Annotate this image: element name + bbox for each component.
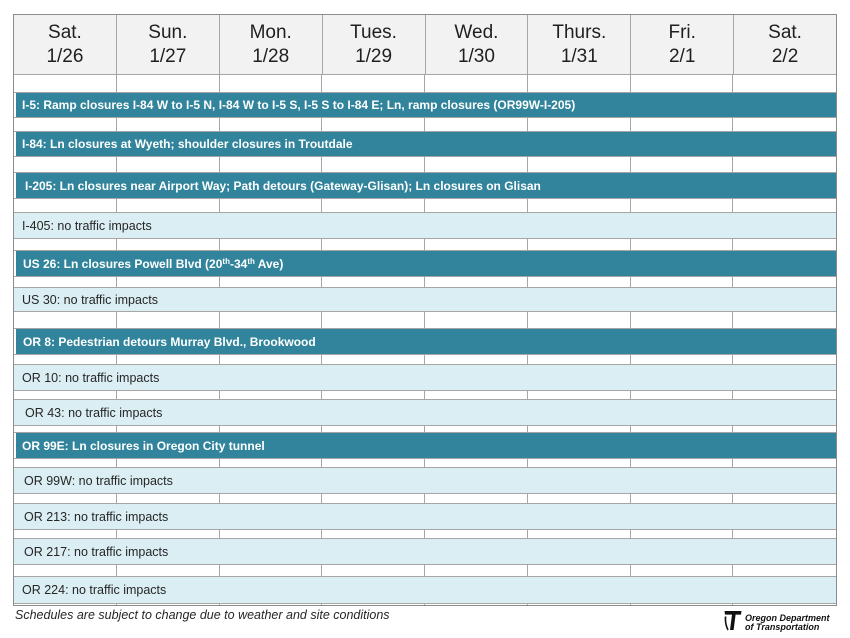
highway-label: OR 8: Pedestrian detours Murray Blvd., Brookwood bbox=[23, 334, 316, 349]
highway-row-or-99w bbox=[14, 468, 836, 494]
day-header-row bbox=[14, 15, 836, 75]
highway-row-us-30 bbox=[14, 288, 836, 312]
impact-bar-or-99e bbox=[16, 433, 836, 458]
header-date: 1/29 bbox=[355, 45, 393, 67]
spacer-row bbox=[14, 199, 836, 213]
highway-label: I-405: no traffic impacts bbox=[22, 218, 152, 233]
label-part: Ave) bbox=[254, 256, 284, 271]
spacer-row bbox=[14, 75, 836, 93]
header-cell-fri bbox=[631, 15, 734, 74]
label-part: US 26: Ln closures Powell Blvd (20 bbox=[23, 256, 223, 271]
header-day: Sat. bbox=[48, 21, 82, 43]
spacer-row bbox=[14, 118, 836, 132]
highway-row-or-43 bbox=[14, 400, 836, 426]
header-day: Mon. bbox=[249, 21, 292, 43]
highway-label: I-205: Ln closures near Airport Way; Path detours (Gateway-Glisan); Ln closures on Glisan bbox=[25, 178, 541, 193]
schedule-disclaimer: Schedules are subject to change due to weather and site conditions bbox=[15, 608, 390, 622]
spacer-row bbox=[14, 459, 836, 468]
logo-text-line2: of Transportation bbox=[745, 622, 820, 632]
header-date: 1/26 bbox=[46, 45, 84, 67]
spacer-row bbox=[14, 494, 836, 504]
impact-bar-i-5 bbox=[16, 93, 836, 117]
schedule-body bbox=[14, 75, 836, 605]
highway-row-or-224 bbox=[14, 577, 836, 604]
header-day: Wed. bbox=[454, 21, 499, 43]
highway-label: OR 224: no traffic impacts bbox=[22, 583, 167, 597]
highway-row-or-8 bbox=[14, 329, 836, 355]
weekly-schedule-table bbox=[13, 14, 837, 606]
highway-label: US 30: no traffic impacts bbox=[22, 292, 158, 307]
header-date: 1/31 bbox=[560, 45, 598, 67]
header-date: 2/2 bbox=[771, 45, 799, 67]
superscript-ordinal: th bbox=[222, 256, 230, 266]
highway-row-i-84 bbox=[14, 132, 836, 157]
superscript-ordinal: th bbox=[247, 256, 255, 266]
no-impact-bar-or-217 bbox=[14, 539, 836, 564]
header-day: Fri. bbox=[668, 21, 696, 43]
no-impact-bar-i-405 bbox=[14, 213, 836, 238]
impact-bar-i-205 bbox=[16, 173, 836, 198]
highway-label: OR 10: no traffic impacts bbox=[22, 370, 160, 385]
spacer-row bbox=[14, 277, 836, 288]
spacer-row bbox=[14, 565, 836, 577]
header-cell-tues bbox=[323, 15, 426, 74]
header-cell-wed bbox=[426, 15, 529, 74]
logo-text-line1: Oregon Department bbox=[745, 612, 830, 623]
spacer-row bbox=[14, 530, 836, 539]
highway-row-i-205 bbox=[14, 173, 836, 199]
header-date: 1/27 bbox=[149, 45, 187, 67]
odot-logo-icon bbox=[724, 610, 742, 636]
header-day: Sat. bbox=[768, 21, 802, 43]
header-cell-sat-1 bbox=[14, 15, 117, 74]
no-impact-bar-us-30 bbox=[14, 288, 836, 311]
highway-row-i-405 bbox=[14, 213, 836, 239]
highway-label: OR 99W: no traffic impacts bbox=[24, 473, 173, 488]
no-impact-bar-or-43 bbox=[14, 400, 836, 425]
highway-label: OR 99E: Ln closures in Oregon City tunnel bbox=[22, 438, 265, 453]
odot-logo-text bbox=[745, 614, 830, 633]
header-day: Sun. bbox=[148, 21, 188, 43]
spacer-row bbox=[14, 355, 836, 365]
spacer-row bbox=[14, 239, 836, 251]
no-impact-bar-or-10 bbox=[14, 365, 836, 390]
header-cell-sat-2 bbox=[734, 15, 836, 74]
highway-row-us-26 bbox=[14, 251, 836, 277]
header-day: Thurs. bbox=[552, 21, 607, 43]
spacer-row bbox=[14, 604, 836, 605]
header-cell-thurs bbox=[528, 15, 631, 74]
spacer-row bbox=[14, 391, 836, 400]
no-impact-bar-or-213 bbox=[14, 504, 836, 529]
highway-row-i-5 bbox=[14, 93, 836, 118]
highway-row-or-99e bbox=[14, 433, 836, 459]
highway-label: I-5: Ramp closures I-84 W to I-5 N, I-84 W to I-5 S, I-5 S to I-84 E; Ln, ramp closures (OR99W-I-205) bbox=[22, 98, 576, 112]
no-impact-bar-or-224 bbox=[14, 577, 836, 603]
highway-label bbox=[23, 257, 283, 271]
header-date: 1/28 bbox=[252, 45, 290, 67]
highway-row-or-213 bbox=[14, 504, 836, 530]
no-impact-bar-or-99w bbox=[14, 468, 836, 493]
highway-label: I-84: Ln closures at Wyeth; shoulder closures in Troutdale bbox=[22, 137, 353, 151]
highway-row-or-10 bbox=[14, 365, 836, 391]
highway-row-or-217 bbox=[14, 539, 836, 565]
spacer-row bbox=[14, 426, 836, 433]
spacer-row bbox=[14, 312, 836, 329]
impact-bar-us-26 bbox=[16, 251, 836, 276]
impact-bar-or-8 bbox=[16, 329, 836, 354]
header-date: 2/1 bbox=[668, 45, 696, 67]
header-day: Tues. bbox=[350, 21, 397, 43]
header-date: 1/30 bbox=[457, 45, 495, 67]
spacer-row bbox=[14, 157, 836, 173]
highway-label: OR 217: no traffic impacts bbox=[24, 544, 169, 559]
odot-logo bbox=[724, 610, 830, 636]
impact-bar-i-84 bbox=[16, 132, 836, 156]
header-cell-sun bbox=[117, 15, 220, 74]
label-part: -34 bbox=[229, 256, 248, 271]
header-cell-mon bbox=[220, 15, 323, 74]
highway-label: OR 43: no traffic impacts bbox=[25, 405, 163, 420]
highway-label: OR 213: no traffic impacts bbox=[24, 509, 169, 524]
